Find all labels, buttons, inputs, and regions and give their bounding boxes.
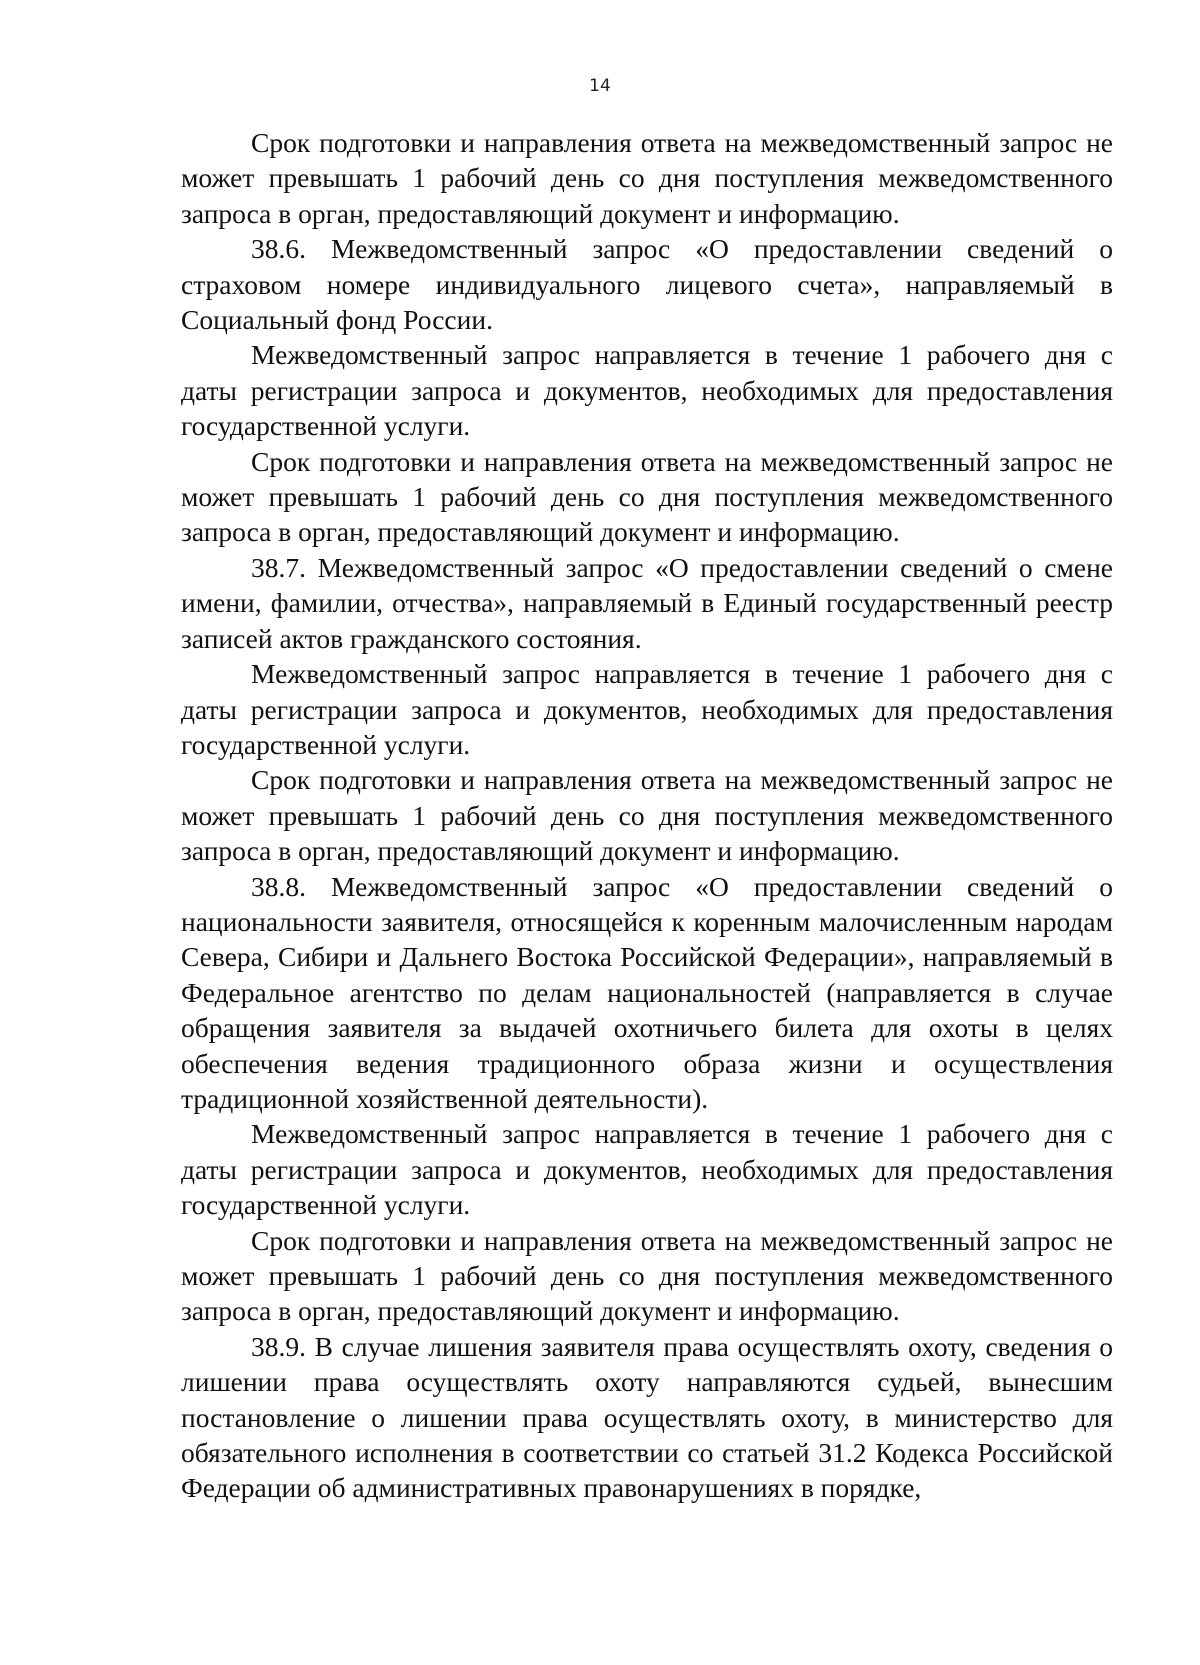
paragraph: Срок подготовки и направления ответа на межведомственный запрос не может превышать 1 рабочий день со дня поступления межведомственного запроса в орган, предоставляющий документ и информацию.	[181, 1224, 1113, 1327]
page-number: 14	[589, 76, 611, 96]
document-body	[181, 125, 1113, 1506]
paragraph: Срок подготовки и направления ответа на межведомственный запрос не может превышать 1 рабочий день со дня поступления межведомственного запроса в орган, предоставляющий документ и информацию.	[181, 764, 1113, 867]
paragraph: 38.8. Межведомственный запрос «О предоставлении сведений о национальности заявителя, относящейся к коренным малочисленным народам Севера, Сибири и Дальнего Востока Российской Федерации», направляемый в Федеральное агентство по делам национальностей (направляется в случае обращения заявителя за выдачей охотничьего билета для охоты в целях обеспечения ведения традиционного образа жизни и осуществления традиционной хозяйственной деятельности).	[181, 870, 1113, 1114]
paragraph: 38.7. Межведомственный запрос «О предоставлении сведений о смене имени, фамилии, отчества», направляемый в Единый государственный реестр записей актов гражданского состояния.	[181, 551, 1113, 654]
paragraph: 38.9. В случае лишения заявителя права осуществлять охоту, сведения о лишении права осуществлять охоту направляются судьей, вынесшим постановление о лишении права осуществлять охоту, в министерство для обязательного исполнения в соответствии со статьей 31.2 Кодекса Российской Федерации об административных правонарушениях в порядке,	[181, 1330, 1113, 1504]
paragraph: Межведомственный запрос направляется в течение 1 рабочего дня с даты регистрации запроса и документов, необходимых для предоставления государственной услуги.	[181, 1118, 1113, 1221]
paragraph: Межведомственный запрос направляется в течение 1 рабочего дня с даты регистрации запроса и документов, необходимых для предоставления государственной услуги.	[181, 339, 1113, 442]
paragraph: Срок подготовки и направления ответа на межведомственный запрос не может превышать 1 рабочий день со дня поступления межведомственного запроса в орган, предоставляющий документ и информацию.	[181, 127, 1113, 229]
paragraph: Межведомственный запрос направляется в течение 1 рабочего дня с даты регистрации запроса и документов, необходимых для предоставления государственной услуги.	[181, 658, 1113, 760]
paragraph: Срок подготовки и направления ответа на межведомственный запрос не может превышать 1 рабочий день со дня поступления межведомственного запроса в орган, предоставляющий документ и информацию.	[181, 445, 1113, 548]
paragraph: 38.6. Межведомственный запрос «О предоставлении сведений о страховом номере индивидуального лицевого счета», направляемый в Социальный фонд России.	[181, 233, 1113, 336]
